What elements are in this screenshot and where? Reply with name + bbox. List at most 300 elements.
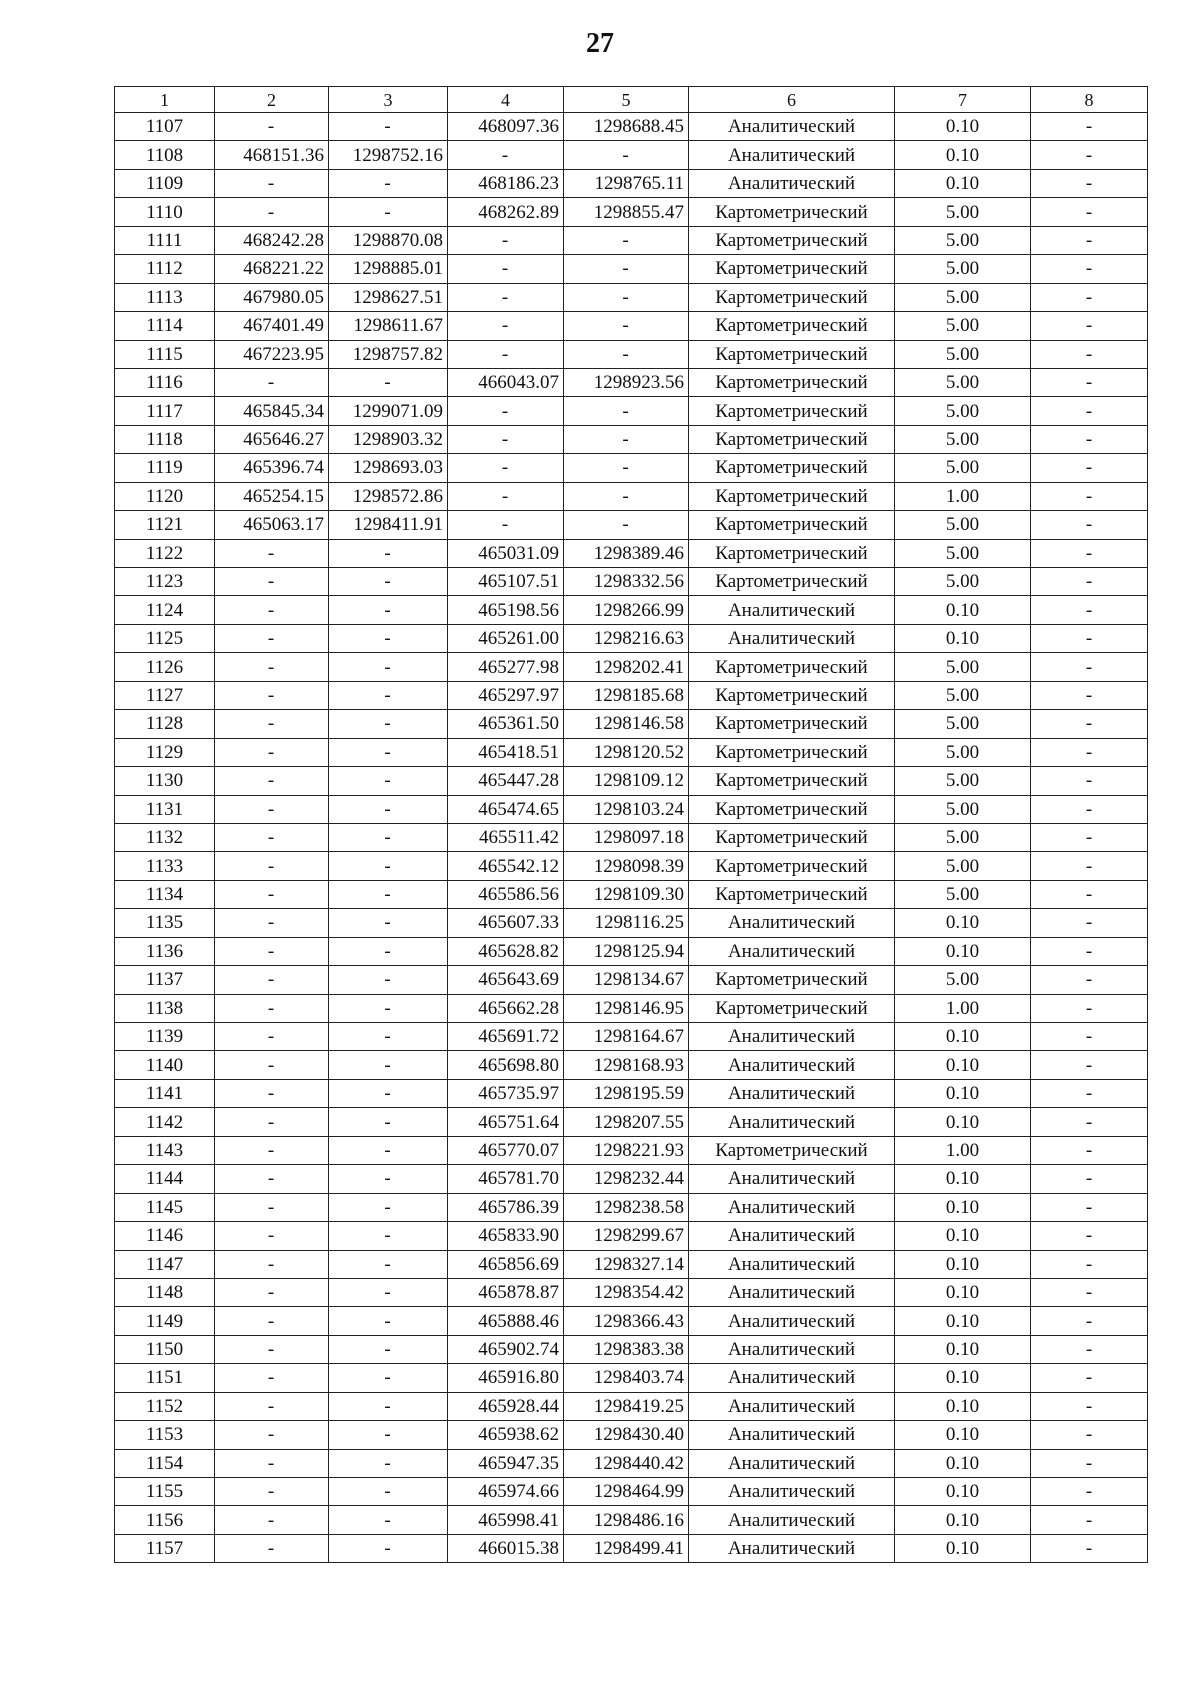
cell-x-coord-new: 465947.35 <box>448 1449 564 1477</box>
cell-y-coord-old: - <box>329 1421 448 1449</box>
cell-method: Аналитический <box>689 1478 895 1506</box>
cell-method: Аналитический <box>689 1506 895 1534</box>
cell-method: Аналитический <box>689 1023 895 1051</box>
cell-y-coord-old: - <box>329 539 448 567</box>
column-header: 3 <box>329 87 448 113</box>
cell-accuracy: 0.10 <box>895 113 1031 141</box>
table-body <box>115 87 1148 1563</box>
cell-note: - <box>1031 283 1148 311</box>
cell-point-number: 1116 <box>115 368 215 396</box>
table-header-row <box>115 87 1148 113</box>
cell-accuracy: 5.00 <box>895 710 1031 738</box>
cell-y-coord-old: - <box>329 994 448 1022</box>
cell-accuracy: 0.10 <box>895 1278 1031 1306</box>
table-row <box>115 1364 1148 1392</box>
cell-note: - <box>1031 767 1148 795</box>
cell-note: - <box>1031 1478 1148 1506</box>
cell-note: - <box>1031 226 1148 254</box>
cell-point-number: 1150 <box>115 1335 215 1363</box>
table-row <box>115 312 1148 340</box>
cell-point-number: 1142 <box>115 1108 215 1136</box>
cell-y-coord-new: 1298098.39 <box>564 852 689 880</box>
table-row <box>115 994 1148 1022</box>
cell-method: Картометрический <box>689 397 895 425</box>
cell-x-coord-new: - <box>448 340 564 368</box>
cell-accuracy: 5.00 <box>895 340 1031 368</box>
cell-y-coord-old: 1298572.86 <box>329 482 448 510</box>
cell-note: - <box>1031 880 1148 908</box>
cell-x-coord-old: 465063.17 <box>215 511 329 539</box>
table-row <box>115 624 1148 652</box>
cell-note: - <box>1031 1335 1148 1363</box>
cell-accuracy: 5.00 <box>895 539 1031 567</box>
cell-y-coord-new: 1298109.12 <box>564 767 689 795</box>
cell-y-coord-new: 1298116.25 <box>564 909 689 937</box>
cell-point-number: 1131 <box>115 795 215 823</box>
cell-accuracy: 5.00 <box>895 255 1031 283</box>
cell-accuracy: 5.00 <box>895 312 1031 340</box>
cell-x-coord-old: - <box>215 1364 329 1392</box>
cell-method: Аналитический <box>689 1534 895 1562</box>
cell-note: - <box>1031 198 1148 226</box>
cell-note: - <box>1031 738 1148 766</box>
cell-y-coord-old: 1298752.16 <box>329 141 448 169</box>
cell-x-coord-old: - <box>215 1193 329 1221</box>
cell-y-coord-new: 1298125.94 <box>564 937 689 965</box>
cell-note: - <box>1031 1534 1148 1562</box>
cell-x-coord-old: - <box>215 1222 329 1250</box>
cell-x-coord-new: - <box>448 255 564 283</box>
cell-accuracy: 0.10 <box>895 1534 1031 1562</box>
cell-x-coord-new: 466015.38 <box>448 1534 564 1562</box>
cell-point-number: 1130 <box>115 767 215 795</box>
cell-y-coord-new: - <box>564 511 689 539</box>
cell-y-coord-new: 1298327.14 <box>564 1250 689 1278</box>
cell-x-coord-old: - <box>215 1449 329 1477</box>
cell-accuracy: 0.10 <box>895 1392 1031 1420</box>
cell-x-coord-old: 465845.34 <box>215 397 329 425</box>
table-row <box>115 368 1148 396</box>
cell-x-coord-new: 465107.51 <box>448 568 564 596</box>
cell-point-number: 1121 <box>115 511 215 539</box>
cell-accuracy: 5.00 <box>895 767 1031 795</box>
table-row <box>115 1051 1148 1079</box>
cell-x-coord-new: - <box>448 454 564 482</box>
cell-method: Картометрический <box>689 482 895 510</box>
cell-method: Аналитический <box>689 1421 895 1449</box>
cell-note: - <box>1031 1023 1148 1051</box>
cell-x-coord-new: 465856.69 <box>448 1250 564 1278</box>
cell-note: - <box>1031 1079 1148 1107</box>
table-row <box>115 1023 1148 1051</box>
cell-y-coord-new: - <box>564 312 689 340</box>
cell-y-coord-old: - <box>329 909 448 937</box>
cell-point-number: 1125 <box>115 624 215 652</box>
cell-x-coord-old: - <box>215 1392 329 1420</box>
cell-method: Аналитический <box>689 1222 895 1250</box>
cell-y-coord-new: 1298097.18 <box>564 823 689 851</box>
cell-accuracy: 5.00 <box>895 368 1031 396</box>
cell-y-coord-new: 1298419.25 <box>564 1392 689 1420</box>
cell-x-coord-old: - <box>215 1478 329 1506</box>
cell-y-coord-old: - <box>329 1079 448 1107</box>
cell-method: Картометрический <box>689 710 895 738</box>
cell-method: Картометрический <box>689 283 895 311</box>
cell-x-coord-old: - <box>215 1335 329 1363</box>
cell-accuracy: 0.10 <box>895 1165 1031 1193</box>
cell-method: Аналитический <box>689 1250 895 1278</box>
column-header: 5 <box>564 87 689 113</box>
cell-x-coord-new: - <box>448 283 564 311</box>
cell-y-coord-new: - <box>564 340 689 368</box>
cell-x-coord-new: 465974.66 <box>448 1478 564 1506</box>
cell-x-coord-new: 465447.28 <box>448 767 564 795</box>
table-row <box>115 1079 1148 1107</box>
cell-x-coord-new: 468262.89 <box>448 198 564 226</box>
table-row <box>115 1307 1148 1335</box>
cell-y-coord-old: - <box>329 1335 448 1363</box>
cell-x-coord-old: 467223.95 <box>215 340 329 368</box>
cell-note: - <box>1031 937 1148 965</box>
cell-point-number: 1119 <box>115 454 215 482</box>
cell-method: Аналитический <box>689 1193 895 1221</box>
cell-accuracy: 0.10 <box>895 1222 1031 1250</box>
cell-x-coord-new: 465297.97 <box>448 681 564 709</box>
cell-x-coord-old: - <box>215 1108 329 1136</box>
cell-y-coord-new: 1298232.44 <box>564 1165 689 1193</box>
cell-x-coord-old: - <box>215 823 329 851</box>
cell-x-coord-new: 466043.07 <box>448 368 564 396</box>
cell-y-coord-new: 1298383.38 <box>564 1335 689 1363</box>
table-row <box>115 795 1148 823</box>
cell-point-number: 1123 <box>115 568 215 596</box>
cell-note: - <box>1031 1364 1148 1392</box>
cell-y-coord-new: 1298464.99 <box>564 1478 689 1506</box>
cell-x-coord-new: 465902.74 <box>448 1335 564 1363</box>
cell-accuracy: 5.00 <box>895 823 1031 851</box>
cell-method: Аналитический <box>689 1364 895 1392</box>
cell-method: Картометрический <box>689 823 895 851</box>
table-row <box>115 767 1148 795</box>
cell-x-coord-new: 465878.87 <box>448 1278 564 1306</box>
cell-point-number: 1136 <box>115 937 215 965</box>
cell-y-coord-old: - <box>329 1392 448 1420</box>
cell-method: Аналитический <box>689 1307 895 1335</box>
cell-y-coord-old: - <box>329 1307 448 1335</box>
column-header: 7 <box>895 87 1031 113</box>
cell-accuracy: 0.10 <box>895 1051 1031 1079</box>
table-row <box>115 738 1148 766</box>
cell-note: - <box>1031 1250 1148 1278</box>
cell-method: Аналитический <box>689 1079 895 1107</box>
cell-accuracy: 0.10 <box>895 169 1031 197</box>
table-row <box>115 1534 1148 1562</box>
table-row <box>115 113 1148 141</box>
cell-y-coord-old: - <box>329 1108 448 1136</box>
cell-x-coord-old: - <box>215 368 329 396</box>
cell-y-coord-old: - <box>329 1165 448 1193</box>
cell-y-coord-new: - <box>564 482 689 510</box>
cell-point-number: 1154 <box>115 1449 215 1477</box>
cell-accuracy: 5.00 <box>895 795 1031 823</box>
cell-point-number: 1157 <box>115 1534 215 1562</box>
cell-y-coord-new: - <box>564 141 689 169</box>
cell-point-number: 1152 <box>115 1392 215 1420</box>
cell-y-coord-new: 1298366.43 <box>564 1307 689 1335</box>
cell-accuracy: 0.10 <box>895 1307 1031 1335</box>
cell-note: - <box>1031 966 1148 994</box>
cell-note: - <box>1031 653 1148 681</box>
cell-method: Аналитический <box>689 1165 895 1193</box>
cell-y-coord-new: 1298120.52 <box>564 738 689 766</box>
cell-y-coord-old: - <box>329 653 448 681</box>
cell-y-coord-old: - <box>329 738 448 766</box>
cell-x-coord-new: 465031.09 <box>448 539 564 567</box>
cell-note: - <box>1031 1193 1148 1221</box>
cell-y-coord-old: - <box>329 1534 448 1562</box>
cell-note: - <box>1031 1136 1148 1164</box>
cell-x-coord-old: - <box>215 624 329 652</box>
cell-x-coord-new: 465361.50 <box>448 710 564 738</box>
table-row <box>115 340 1148 368</box>
column-header: 4 <box>448 87 564 113</box>
cell-note: - <box>1031 795 1148 823</box>
cell-accuracy: 0.10 <box>895 1478 1031 1506</box>
cell-y-coord-new: 1298164.67 <box>564 1023 689 1051</box>
cell-x-coord-new: - <box>448 397 564 425</box>
cell-point-number: 1145 <box>115 1193 215 1221</box>
cell-note: - <box>1031 1421 1148 1449</box>
cell-accuracy: 0.10 <box>895 1421 1031 1449</box>
table-row <box>115 710 1148 738</box>
cell-y-coord-new: 1298221.93 <box>564 1136 689 1164</box>
cell-point-number: 1128 <box>115 710 215 738</box>
cell-y-coord-new: 1298389.46 <box>564 539 689 567</box>
cell-method: Картометрический <box>689 681 895 709</box>
table-row <box>115 1478 1148 1506</box>
table-row <box>115 1335 1148 1363</box>
table-row <box>115 226 1148 254</box>
cell-point-number: 1134 <box>115 880 215 908</box>
cell-y-coord-old: - <box>329 1478 448 1506</box>
cell-point-number: 1122 <box>115 539 215 567</box>
table-row <box>115 1165 1148 1193</box>
cell-y-coord-new: 1298207.55 <box>564 1108 689 1136</box>
cell-method: Картометрический <box>689 340 895 368</box>
cell-x-coord-old: - <box>215 852 329 880</box>
cell-y-coord-old: - <box>329 767 448 795</box>
cell-x-coord-old: - <box>215 966 329 994</box>
cell-x-coord-new: 465474.65 <box>448 795 564 823</box>
cell-accuracy: 0.10 <box>895 909 1031 937</box>
cell-accuracy: 0.10 <box>895 1449 1031 1477</box>
cell-method: Аналитический <box>689 937 895 965</box>
cell-method: Аналитический <box>689 169 895 197</box>
cell-point-number: 1117 <box>115 397 215 425</box>
table-row <box>115 1506 1148 1534</box>
cell-method: Картометрический <box>689 966 895 994</box>
cell-point-number: 1129 <box>115 738 215 766</box>
cell-point-number: 1151 <box>115 1364 215 1392</box>
cell-point-number: 1148 <box>115 1278 215 1306</box>
cell-y-coord-old: - <box>329 1449 448 1477</box>
cell-x-coord-new: 465643.69 <box>448 966 564 994</box>
page-number: 27 <box>586 28 614 59</box>
cell-accuracy: 0.10 <box>895 1250 1031 1278</box>
cell-x-coord-new: - <box>448 425 564 453</box>
cell-y-coord-new: - <box>564 283 689 311</box>
cell-accuracy: 0.10 <box>895 1108 1031 1136</box>
cell-x-coord-old: - <box>215 539 329 567</box>
cell-y-coord-old: - <box>329 1023 448 1051</box>
cell-x-coord-old: - <box>215 1165 329 1193</box>
cell-note: - <box>1031 425 1148 453</box>
cell-method: Картометрический <box>689 511 895 539</box>
cell-method: Аналитический <box>689 113 895 141</box>
cell-method: Аналитический <box>689 1449 895 1477</box>
cell-note: - <box>1031 1222 1148 1250</box>
cell-x-coord-old: - <box>215 653 329 681</box>
table-row <box>115 454 1148 482</box>
cell-x-coord-new: - <box>448 226 564 254</box>
cell-y-coord-new: 1298238.58 <box>564 1193 689 1221</box>
cell-x-coord-old: - <box>215 1278 329 1306</box>
cell-y-coord-old: - <box>329 880 448 908</box>
cell-y-coord-old: - <box>329 169 448 197</box>
cell-y-coord-old: 1298870.08 <box>329 226 448 254</box>
cell-method: Картометрический <box>689 255 895 283</box>
cell-x-coord-new: 465628.82 <box>448 937 564 965</box>
cell-x-coord-new: 468186.23 <box>448 169 564 197</box>
cell-y-coord-new: 1298195.59 <box>564 1079 689 1107</box>
cell-method: Аналитический <box>689 624 895 652</box>
cell-y-coord-old: - <box>329 681 448 709</box>
cell-method: Картометрический <box>689 425 895 453</box>
cell-note: - <box>1031 1278 1148 1306</box>
cell-method: Аналитический <box>689 1278 895 1306</box>
cell-y-coord-new: - <box>564 226 689 254</box>
cell-y-coord-new: 1298146.58 <box>564 710 689 738</box>
cell-point-number: 1118 <box>115 425 215 453</box>
cell-x-coord-new: 468097.36 <box>448 113 564 141</box>
cell-y-coord-new: 1298923.56 <box>564 368 689 396</box>
cell-note: - <box>1031 1392 1148 1420</box>
cell-x-coord-old: - <box>215 1051 329 1079</box>
cell-y-coord-old: - <box>329 937 448 965</box>
cell-accuracy: 5.00 <box>895 198 1031 226</box>
cell-x-coord-new: 465928.44 <box>448 1392 564 1420</box>
cell-method: Картометрический <box>689 198 895 226</box>
cell-x-coord-new: 465781.70 <box>448 1165 564 1193</box>
cell-y-coord-old: - <box>329 1051 448 1079</box>
cell-method: Картометрический <box>689 795 895 823</box>
cell-note: - <box>1031 169 1148 197</box>
cell-x-coord-old: 468151.36 <box>215 141 329 169</box>
cell-note: - <box>1031 1506 1148 1534</box>
table-row <box>115 1250 1148 1278</box>
cell-x-coord-new: 465277.98 <box>448 653 564 681</box>
cell-y-coord-new: 1298855.47 <box>564 198 689 226</box>
cell-y-coord-old: - <box>329 795 448 823</box>
cell-point-number: 1132 <box>115 823 215 851</box>
cell-point-number: 1114 <box>115 312 215 340</box>
cell-y-coord-old: 1298757.82 <box>329 340 448 368</box>
cell-note: - <box>1031 312 1148 340</box>
cell-y-coord-old: 1299071.09 <box>329 397 448 425</box>
cell-y-coord-new: 1298134.67 <box>564 966 689 994</box>
cell-y-coord-old: 1298411.91 <box>329 511 448 539</box>
cell-accuracy: 5.00 <box>895 511 1031 539</box>
cell-y-coord-old: - <box>329 1250 448 1278</box>
cell-y-coord-old: - <box>329 1193 448 1221</box>
table-row <box>115 909 1148 937</box>
cell-accuracy: 0.10 <box>895 1364 1031 1392</box>
cell-y-coord-new: 1298486.16 <box>564 1506 689 1534</box>
cell-method: Картометрический <box>689 767 895 795</box>
cell-y-coord-old: 1298693.03 <box>329 454 448 482</box>
cell-x-coord-old: 467401.49 <box>215 312 329 340</box>
cell-x-coord-new: 465698.80 <box>448 1051 564 1079</box>
cell-point-number: 1115 <box>115 340 215 368</box>
cell-x-coord-new: 465261.00 <box>448 624 564 652</box>
cell-y-coord-new: 1298146.95 <box>564 994 689 1022</box>
cell-point-number: 1113 <box>115 283 215 311</box>
cell-accuracy: 5.00 <box>895 226 1031 254</box>
cell-y-coord-new: 1298216.63 <box>564 624 689 652</box>
table-row <box>115 283 1148 311</box>
table-row <box>115 1136 1148 1164</box>
cell-y-coord-old: - <box>329 1222 448 1250</box>
cell-point-number: 1143 <box>115 1136 215 1164</box>
cell-accuracy: 5.00 <box>895 283 1031 311</box>
cell-y-coord-new: 1298354.42 <box>564 1278 689 1306</box>
cell-y-coord-new: - <box>564 454 689 482</box>
cell-y-coord-old: 1298885.01 <box>329 255 448 283</box>
cell-y-coord-old: - <box>329 198 448 226</box>
cell-y-coord-new: 1298185.68 <box>564 681 689 709</box>
cell-accuracy: 5.00 <box>895 966 1031 994</box>
cell-accuracy: 1.00 <box>895 1136 1031 1164</box>
cell-method: Картометрический <box>689 738 895 766</box>
cell-method: Картометрический <box>689 852 895 880</box>
cell-x-coord-new: 465751.64 <box>448 1108 564 1136</box>
cell-y-coord-old: - <box>329 1506 448 1534</box>
cell-x-coord-old: - <box>215 568 329 596</box>
cell-point-number: 1124 <box>115 596 215 624</box>
cell-accuracy: 0.10 <box>895 624 1031 652</box>
cell-x-coord-old: - <box>215 767 329 795</box>
cell-accuracy: 5.00 <box>895 852 1031 880</box>
cell-y-coord-new: 1298109.30 <box>564 880 689 908</box>
column-header: 2 <box>215 87 329 113</box>
cell-note: - <box>1031 909 1148 937</box>
table-row <box>115 852 1148 880</box>
cell-x-coord-old: 465396.74 <box>215 454 329 482</box>
coordinates-table <box>114 86 1148 1563</box>
cell-accuracy: 0.10 <box>895 1506 1031 1534</box>
cell-note: - <box>1031 624 1148 652</box>
cell-point-number: 1149 <box>115 1307 215 1335</box>
cell-note: - <box>1031 681 1148 709</box>
cell-method: Аналитический <box>689 1108 895 1136</box>
cell-y-coord-old: - <box>329 1364 448 1392</box>
cell-y-coord-new: 1298332.56 <box>564 568 689 596</box>
cell-point-number: 1144 <box>115 1165 215 1193</box>
cell-note: - <box>1031 1165 1148 1193</box>
cell-accuracy: 5.00 <box>895 568 1031 596</box>
table-row <box>115 539 1148 567</box>
table-row <box>115 255 1148 283</box>
